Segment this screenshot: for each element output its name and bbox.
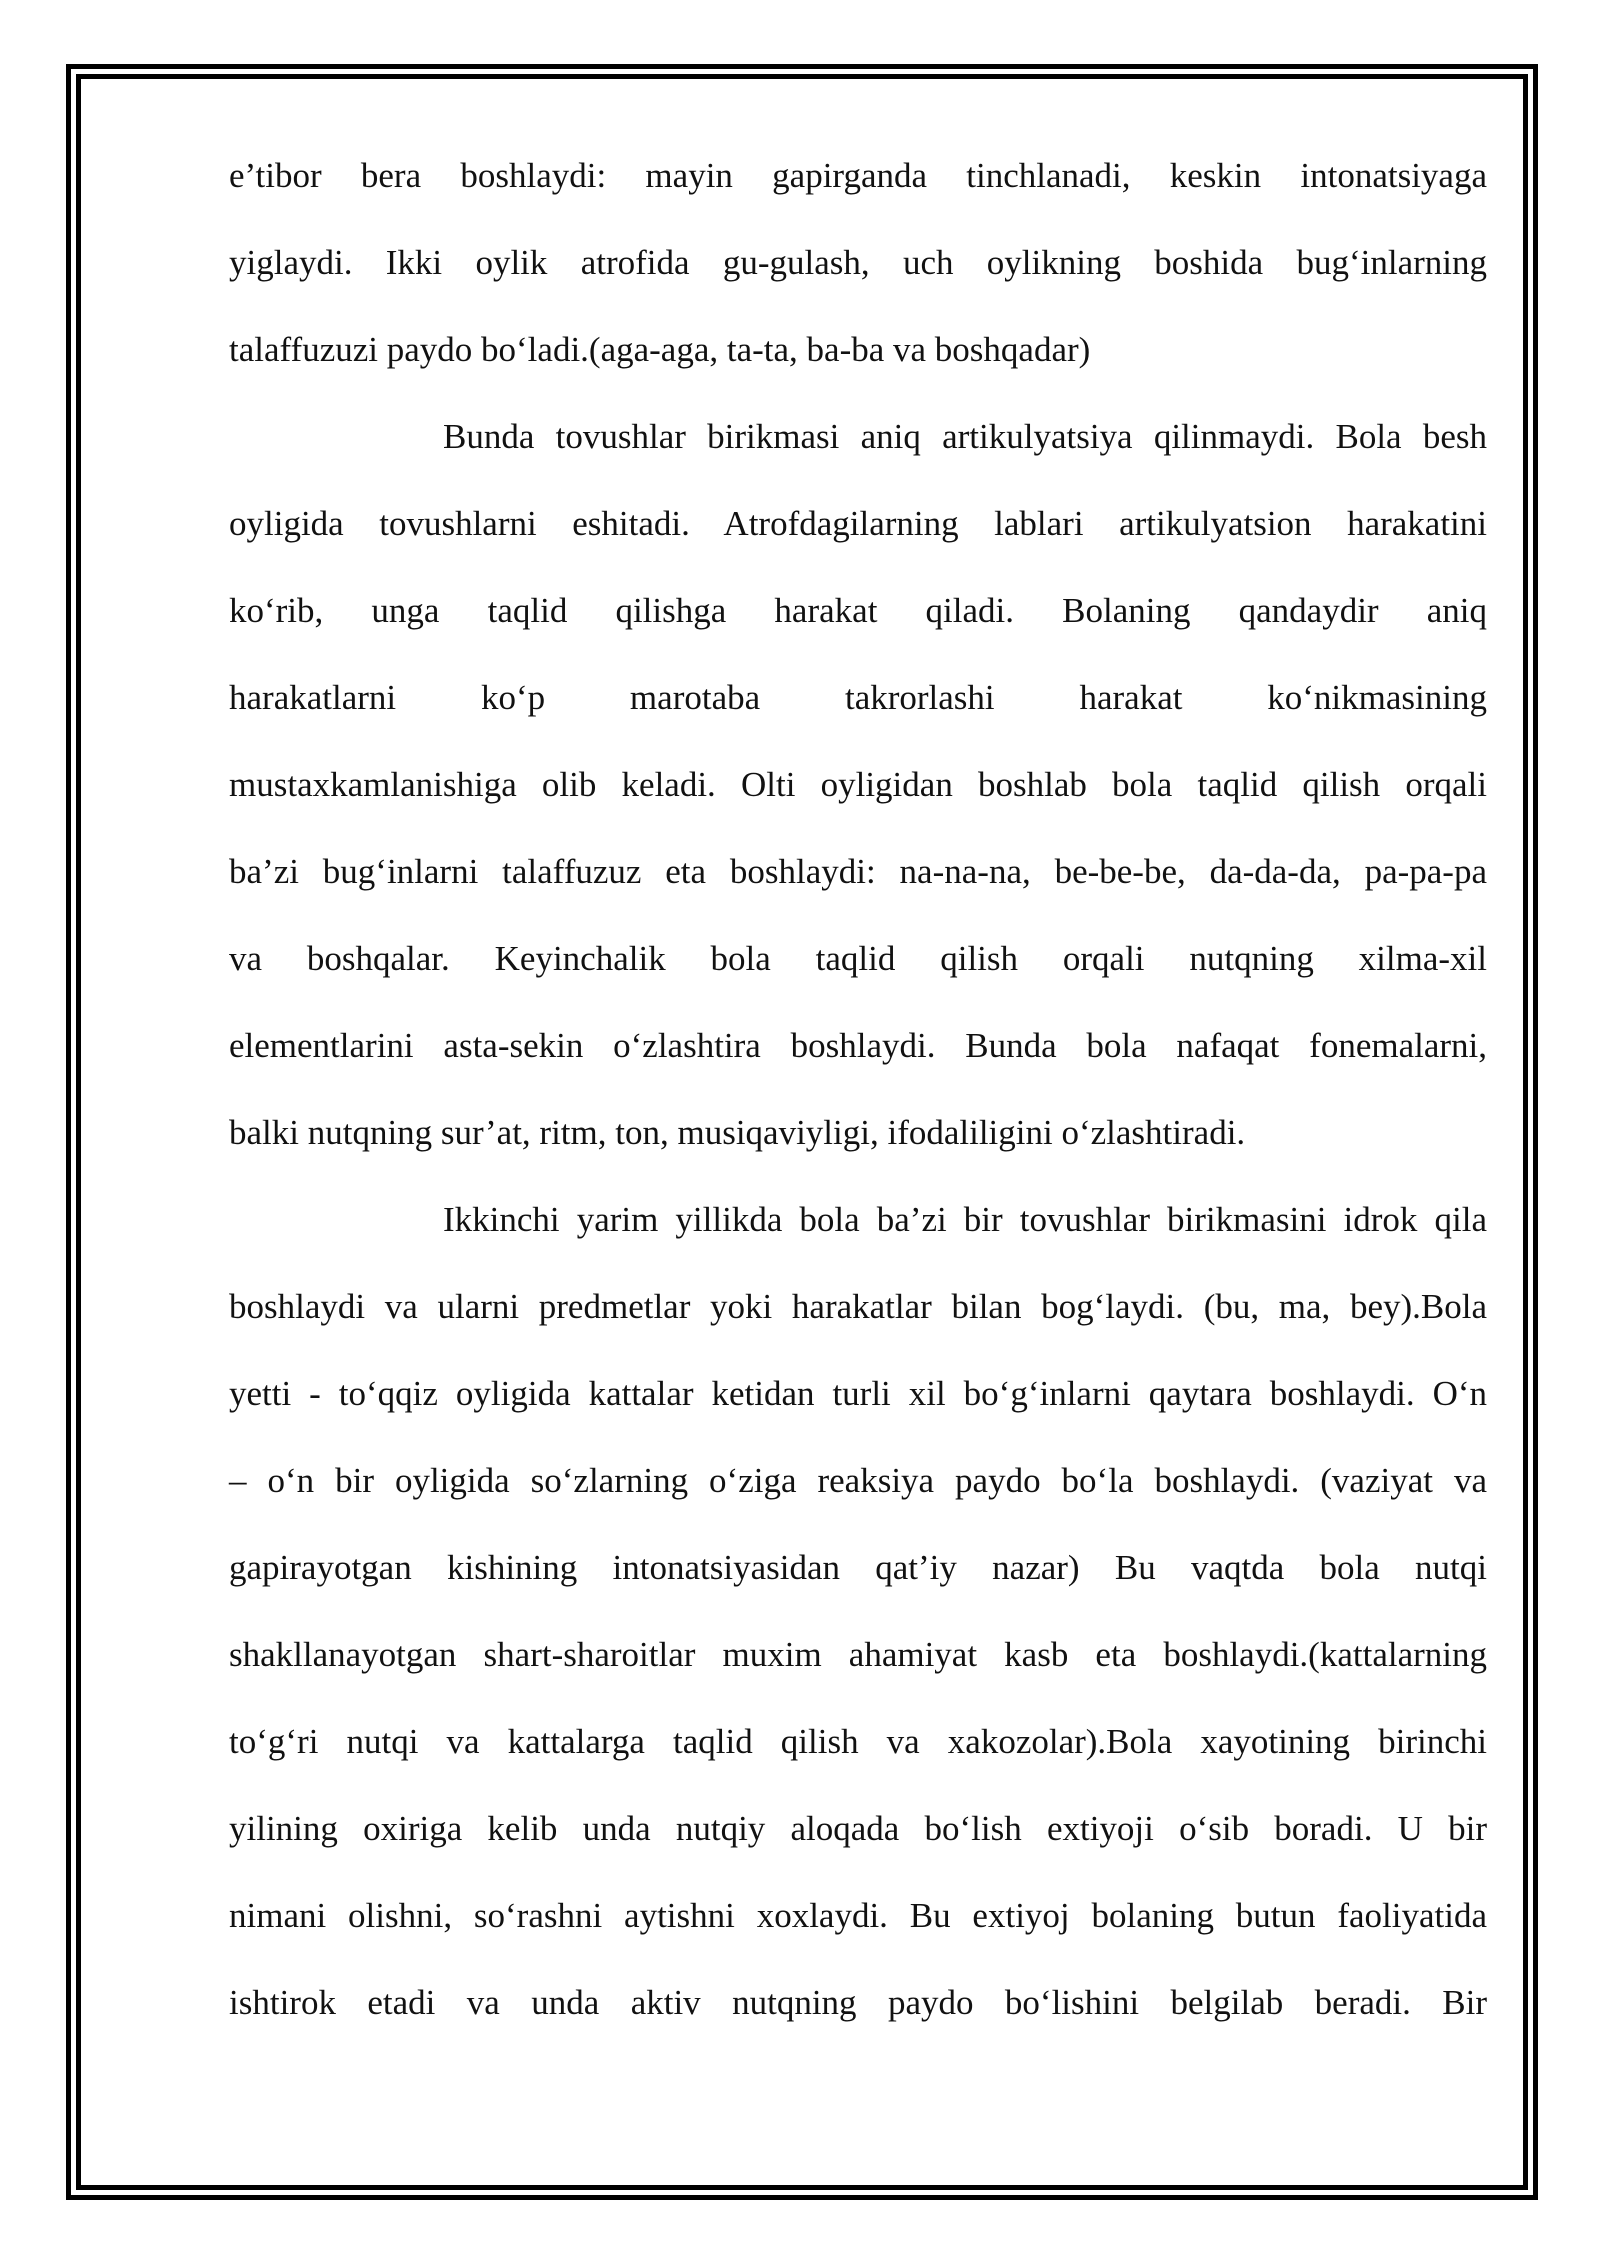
text-line: talaffuzuzi paydo bo‘ladi.(aga-aga, ta-ta, ba-ba va boshqadar) (229, 330, 1091, 369)
text-line: Bunda tovushlar birikmasi aniq artikulyatsiya qilinmaydi. Bola besh (443, 417, 1487, 456)
text-line: to‘g‘ri nutqi va kattalarga taqlid qilish va xakozolar).Bola xayotining birinchi (229, 1722, 1487, 1761)
text-line: – o‘n bir oyligida so‘zlarning o‘ziga reaksiya paydo bo‘la boshlaydi. (vaziyat va (229, 1461, 1487, 1500)
text-line: harakatlarni ko‘p marotaba takrorlashi harakat ko‘nikmasining (229, 678, 1487, 717)
text-line: elementlarini asta-sekin o‘zlashtira boshlaydi. Bunda bola nafaqat fonemalarni, (229, 1026, 1487, 1065)
text-line: va boshqalar. Keyinchalik bola taqlid qilish orqali nutqning xilma-xil (229, 939, 1487, 978)
text-line: Ikkinchi yarim yillikda bola ba’zi bir tovushlar birikmasini idrok qila (443, 1200, 1487, 1239)
text-line: balki nutqning sur’at, ritm, ton, musiqaviyligi, ifodaliligini o‘zlashtiradi. (229, 1113, 1246, 1152)
text-line: gapirayotgan kishining intonatsiyasidan qat’iy nazar) Bu vaqtda bola nutqi (229, 1548, 1487, 1587)
text-line: boshlaydi va ularni predmetlar yoki harakatlar bilan bog‘laydi. (bu, ma, bey).Bola (229, 1287, 1487, 1326)
text-line: ishtirok etadi va unda aktiv nutqning paydo bo‘lishini belgilab beradi. Bir (229, 1983, 1487, 2022)
text-line: shakllanayotgan shart-sharoitlar muxim ahamiyat kasb eta boshlaydi.(kattalarning (229, 1635, 1487, 1674)
text-line: yilining oxiriga kelib unda nutqiy aloqada bo‘lish extiyoji o‘sib boradi. U bir (229, 1809, 1487, 1848)
text-line: ba’zi bug‘inlarni talaffuzuz eta boshlaydi: na-na-na, be-be-be, da-da-da, pa-pa-pa (229, 852, 1487, 891)
text-line: e’tibor bera boshlaydi: mayin gapirganda tinchlanadi, keskin intonatsiyaga (229, 156, 1487, 195)
text-line: oyligida tovushlarni eshitadi. Atrofdagilarning lablari artikulyatsion harakatini (229, 504, 1487, 543)
text-line: mustaxkamlanishiga olib keladi. Olti oyligidan boshlab bola taqlid qilish orqali (229, 765, 1487, 804)
document-body (229, 145, 1487, 2059)
text-line: yetti - to‘qqiz oyligida kattalar ketidan turli xil bo‘g‘inlarni qaytara boshlaydi. O‘n (229, 1374, 1487, 1413)
text-line: nimani olishni, so‘rashni aytishni xoxlaydi. Bu extiyoj bolaning butun faoliyatida (229, 1896, 1487, 1935)
text-line: yiglaydi. Ikki oylik atrofida gu-gulash, uch oylikning boshida bug‘inlarning (229, 243, 1487, 282)
text-line: ko‘rib, unga taqlid qilishga harakat qiladi. Bolaning qandaydir aniq (229, 591, 1487, 630)
